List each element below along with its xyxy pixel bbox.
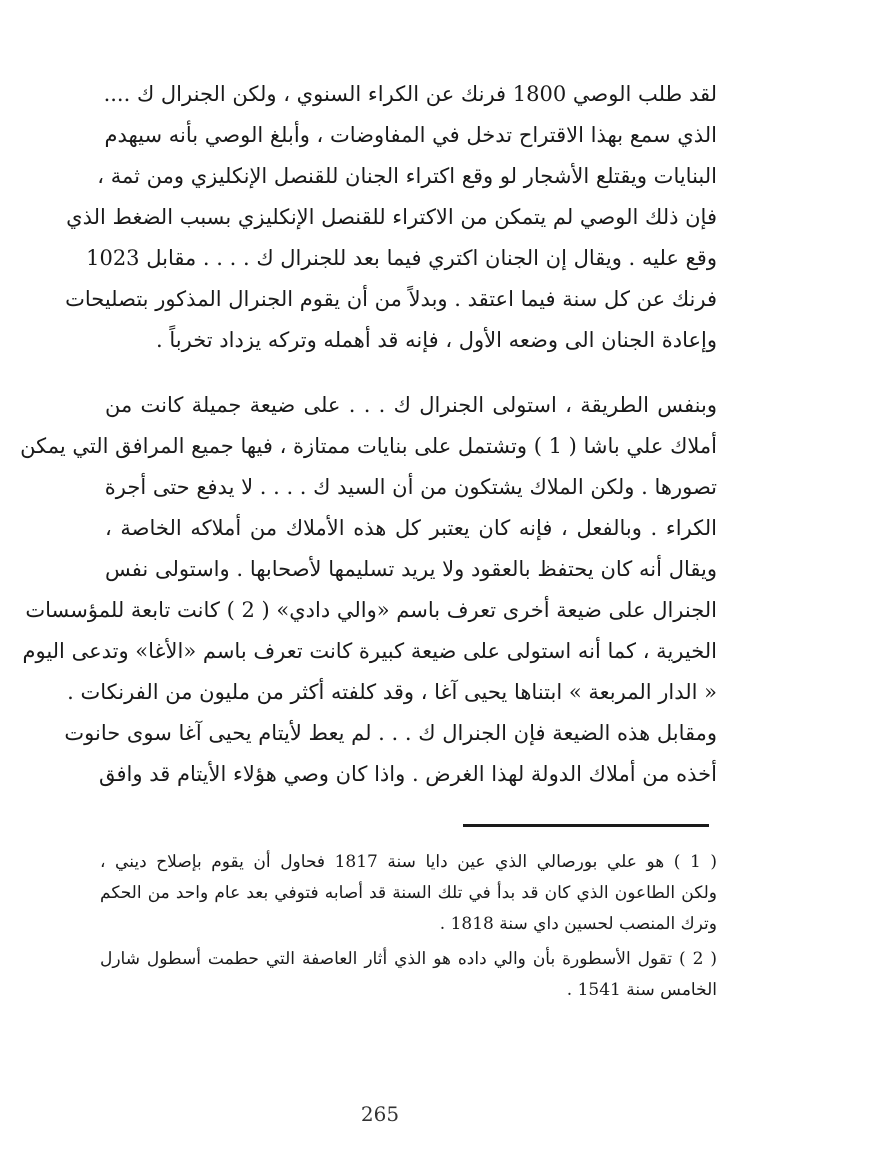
text-line: وقع عليه . ويقال إن الجنان اكتري فيما بعد للجنرال ك . . . . مقابل 1023 [86,246,717,270]
text-line: « الدار المربعة » ابتناها يحيى آغا ، وقد كلفته أكثر من مليون من الفرنكات . [67,680,717,704]
paragraph-1 [65,82,717,369]
footnote-1-line: ( 1 ) هو علي بورصالي الذي عين دايا سنة 1817 فحاول أن يقوم بإصلاح ديني ، [100,852,717,872]
text-line: فرنك عن كل سنة فيما اعتقد . وبدلاً من أن يقوم الجنرال المذكور بتصليحات [65,287,717,311]
paragraph-2 [20,393,717,803]
text-line: لقد طلب الوصي 1800 فرنك عن الكراء السنوي ، ولكن الجنرال ك .... [103,82,717,106]
text-line: أخذه من أملاك الدولة لهذا الغرض . واذا كان وصي هؤلاء الأيتام قد وافق [99,762,717,786]
text-line: وبنفس الطريقة ، استولى الجنرال ك . . . على ضيعة جميلة كانت من [105,393,717,417]
text-line: الذي سمع بهذا الاقتراح تدخل في المفاوضات ، وأبلغ الوصي بأنه سيهدم [104,123,717,147]
text-line: الجنرال على ضيعة أخرى تعرف باسم «والي دادي» ( 2 ) كانت تابعة للمؤسسات [25,598,717,622]
text-line: الخيرية ، كما أنه استولى على ضيعة كبيرة كانت تعرف باسم «الأغا» وتدعى اليوم [22,639,717,663]
text-line: الكراء . وبالفعل ، فإنه كان يعتبر كل هذه الأملاك من أملاكه الخاصة ، [105,516,717,540]
footnote-1-line: وترك المنصب لحسين داي سنة 1818 . [439,914,717,934]
text-line: البنايات ويقتلع الأشجار لو وقع اكتراء الجنان للقنصل الإنكليزي ومن ثمة ، [97,164,717,188]
text-line: وإعادة الجنان الى وضعه الأول ، فإنه قد أهمله وتركه يزداد تخرباً . [156,328,717,352]
text-line: أملاك علي باشا ( 1 ) وتشتمل على بنايات ممتازة ، فيها جميع المرافق التي يمكن [20,434,717,458]
text-line: تصورها . ولكن الملاك يشتكون من أن السيد ك . . . . لا يدفع حتى أجرة [104,475,717,499]
footnote-1-line: ولكن الطاعون الذي كان قد بدأ في تلك السنة قد أصابه فتوفي بعد عام واحد من الحكم [100,883,717,903]
text-line: ومقابل هذه الضيعة فإن الجنرال ك . . . لم يعط لأيتام يحيى آغا سوى حانوت [64,721,717,745]
text-line: ويقال أنه كان يحتفظ بالعقود ولا يريد تسليمها لأصحابها . واستولى نفس [105,557,717,581]
text-line: فإن ذلك الوصي لم يتمكن من الاكتراء للقنصل الإنكليزي بسبب الضغط الذي [66,205,717,229]
page-number: 265 [360,1102,400,1126]
footnote-2-line: الخامس سنة 1541 . [566,980,717,1000]
footnote-2-line: ( 2 ) تقول الأسطورة بأن والي داده هو الذي أثار العاصفة التي حطمت أسطول شارل [100,949,717,969]
footnote-divider [463,824,709,827]
footnotes [100,851,717,1010]
